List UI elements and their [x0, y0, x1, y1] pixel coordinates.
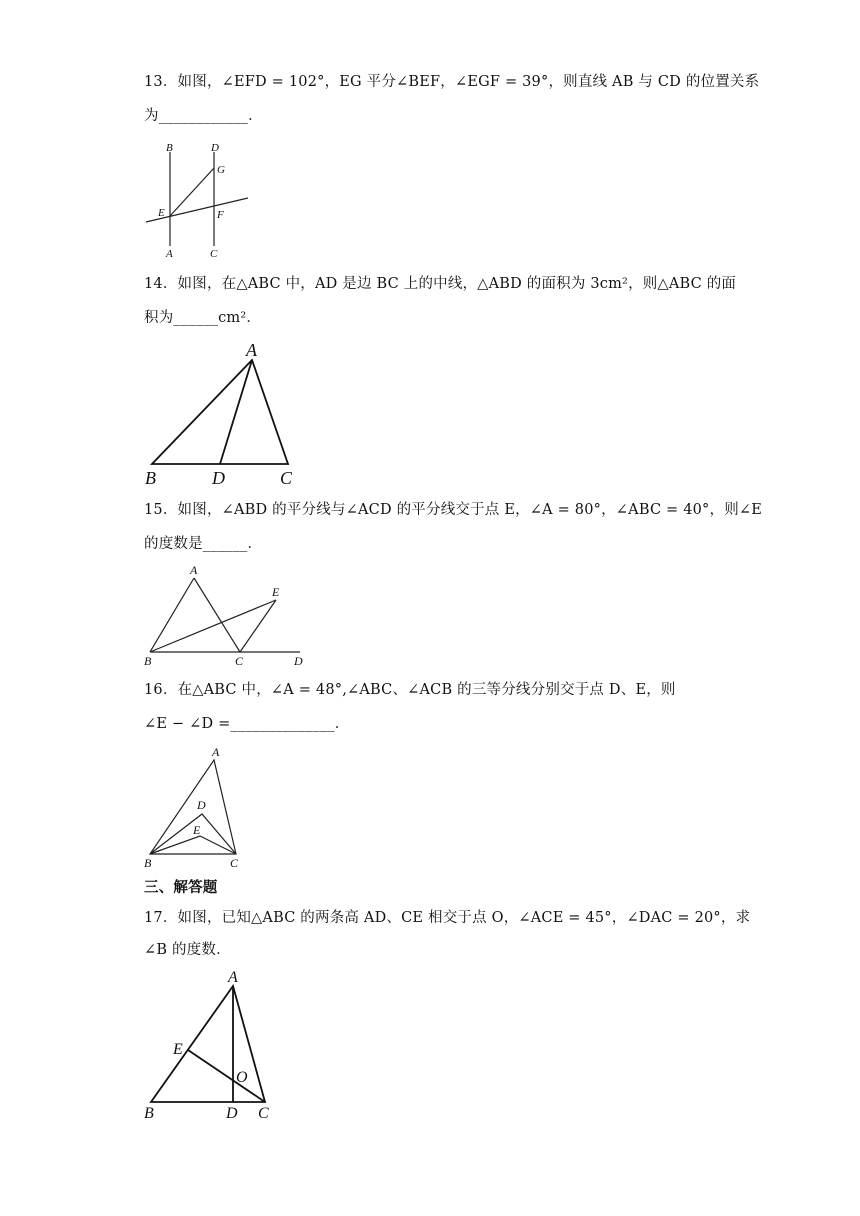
- triangle-abc: [152, 360, 288, 464]
- q13-label-a: A: [166, 248, 173, 260]
- q13-text-line1: 13．如图，∠EFD = 102°，EG 平分∠BEF，∠EGF = 39°，则直线 AB 与 CD 的位置关系: [144, 74, 760, 90]
- q15-label-a: A: [190, 563, 198, 577]
- q14-figure: [140, 338, 300, 488]
- q17-label-o: O: [236, 1069, 248, 1086]
- q14-text-line2: 积为______cm²．: [144, 310, 262, 326]
- q14-label-d: D: [212, 468, 225, 488]
- q17-label-a: A: [228, 969, 238, 986]
- q17-text-line2: ∠B 的度数．: [144, 942, 231, 958]
- q14-label-a: A: [246, 340, 257, 360]
- q13-figure: [140, 138, 255, 263]
- segment-eg: [170, 168, 214, 216]
- side-ac: [194, 578, 240, 652]
- q13-label-b: B: [166, 142, 173, 154]
- q17-text-line1: 17．如图，已知△ABC 的两条高 AD、CE 相交于点 O，∠ACE = 45°，∠DAC = 20°，求: [144, 910, 751, 926]
- q17-label-d: D: [226, 1105, 238, 1122]
- q15-label-c: C: [235, 654, 244, 668]
- q15-text-line1: 15．如图，∠ABD 的平分线与∠ACD 的平分线交于点 E，∠A = 80°，∠ABC = 40°，则∠E: [144, 502, 763, 518]
- q14-label-b: B: [145, 468, 156, 488]
- q16-label-d: D: [197, 798, 206, 812]
- q15-text-line2: 的度数是______．: [144, 536, 263, 552]
- q13-label-d: D: [211, 142, 219, 154]
- section-heading: 三、解答题: [144, 880, 218, 896]
- q16-label-a: A: [212, 745, 220, 759]
- q17-label-e: E: [173, 1041, 183, 1058]
- triangle-abc: [151, 986, 265, 1102]
- q13-label-c: C: [210, 248, 218, 260]
- q16-label-c: C: [230, 856, 239, 870]
- side-ab: [150, 578, 194, 652]
- q13-label-g: G: [217, 164, 225, 176]
- q14-label-c: C: [280, 468, 293, 488]
- q15-label-b: B: [144, 654, 152, 668]
- q16-label-e: E: [193, 823, 201, 837]
- q17-figure: [140, 966, 280, 1126]
- q16-text-line2: ∠E − ∠D =______________．: [144, 716, 350, 732]
- q13-label-e: E: [158, 207, 165, 219]
- q16-figure: [140, 742, 250, 870]
- q16-label-b: B: [144, 856, 152, 870]
- q17-label-c: C: [258, 1105, 269, 1122]
- triangle-abc: [150, 760, 236, 854]
- q15-figure: [140, 560, 315, 670]
- q16-text-line1: 16．在△ABC 中，∠A = 48°,∠ABC、∠ACB 的三等分线分别交于点 D、E，则: [144, 682, 676, 698]
- q15-label-d: D: [294, 654, 303, 668]
- q13-text-line2: 为____________．: [144, 108, 263, 124]
- q17-label-b: B: [144, 1105, 154, 1122]
- q15-label-e: E: [272, 585, 280, 599]
- q14-text-line1: 14．如图，在△ABC 中，AD 是边 BC 上的中线，△ABD 的面积为 3cm²，则△ABC 的面: [144, 276, 737, 292]
- q13-label-f: F: [217, 209, 224, 221]
